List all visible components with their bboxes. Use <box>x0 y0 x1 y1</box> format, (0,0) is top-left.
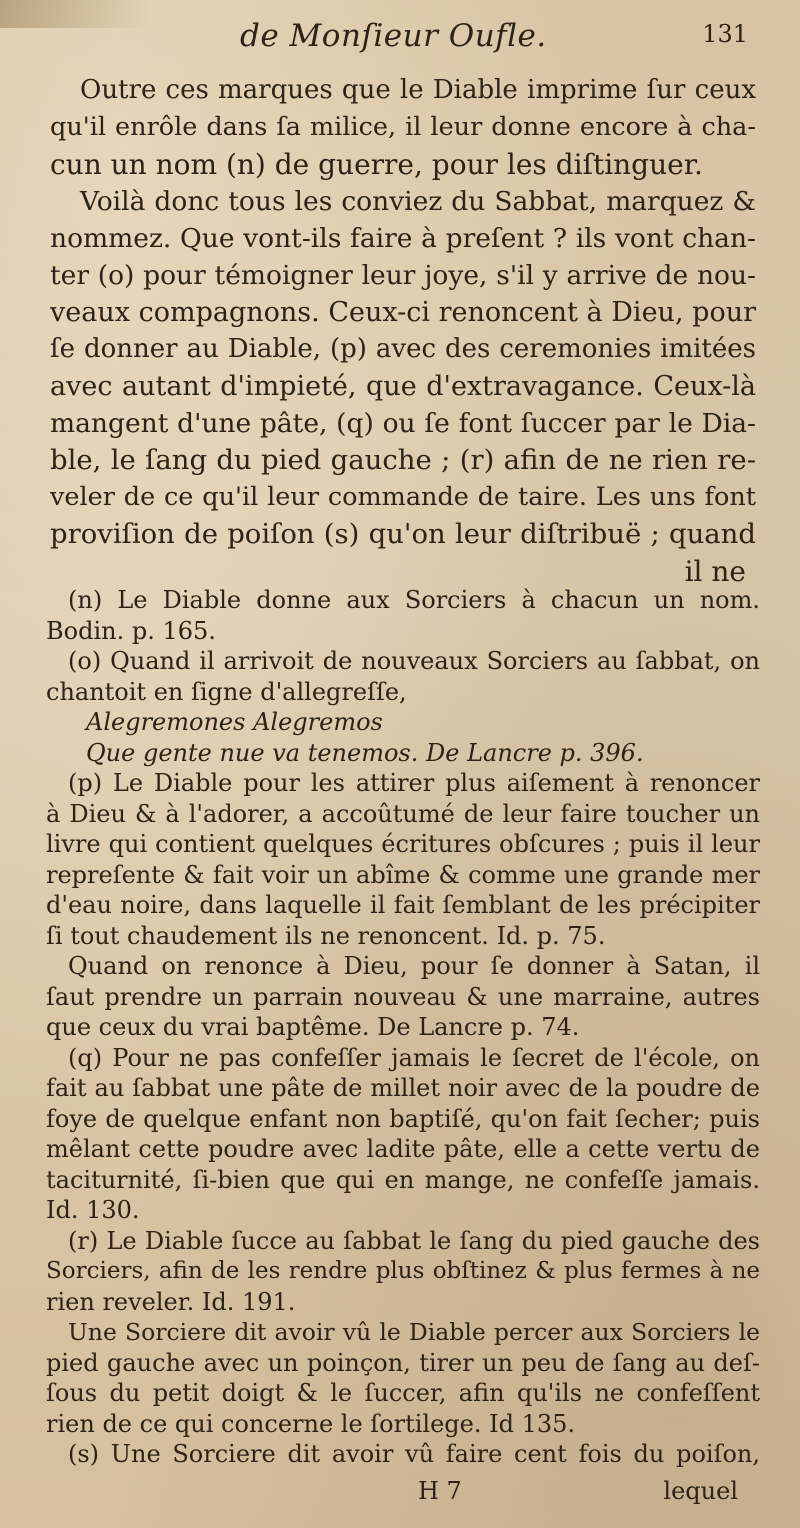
footnote-line: Quand on renonce à Dieu, pour ſe donner à Satan, il <box>68 952 760 980</box>
footnote-line: (s) Une Sorciere dit avoir vû faire cent fois du poiſon, <box>68 1440 760 1468</box>
verse-line: Que gente nue va tenemos. De Lancre p. 396. <box>86 738 644 767</box>
text-line: ſe donner au Diable, (p) avec des ceremonies imitées <box>50 334 756 364</box>
footnote-line: d'eau noire, dans laquelle il fait ſemblant de les précipiter <box>46 891 760 919</box>
footnote-line: rien de ce qui concerne le ſortilege. Id 135. <box>46 1409 576 1438</box>
footnote-line: (p) Le Diable pour les attirer plus aiſement à renoncer <box>68 769 760 797</box>
footnote-line: (n) Le Diable donne aux Sorciers à chacun un nom. <box>68 586 760 614</box>
footnote-line: chantoit en ſigne d'allegreſſe, <box>46 677 407 706</box>
catchword: il ne <box>684 555 746 588</box>
catchword: lequel <box>663 1477 738 1505</box>
page-number: 131 <box>702 20 748 48</box>
text-line: ter (o) pour témoigner leur joye, s'il y arrive de nou- <box>50 260 756 291</box>
text-line: avec autant d'impieté, que d'extravagance. Ceux-là <box>50 371 756 402</box>
footnote-line: (q) Pour ne pas confeſſer jamais le ſecret de l'école, on <box>68 1043 760 1072</box>
text-line: mangent d'une pâte, (q) ou ſe font ſuccer par le Dia- <box>50 408 756 439</box>
text-line: ble, le ſang du pied gauche ; (r) afin de ne rien re- <box>50 444 756 476</box>
footnote-line: Sorciers, afin de les rendre plus obſtinez & plus fermes à ne <box>46 1258 760 1284</box>
footnotes <box>46 585 760 1470</box>
footnote-line: ſi tout chaudement ils ne renoncent. Id. p. 75. <box>46 921 606 950</box>
footnote-line: ſaut prendre un parrain nouveau & une marraine, autres <box>46 982 760 1011</box>
footnote-line: Bodin. p. 165. <box>46 616 216 645</box>
footnote-line: fait au ſabbat une pâte de millet noir avec de la poudre de <box>46 1074 760 1102</box>
main-text <box>50 72 756 590</box>
page-footer <box>0 1477 800 1511</box>
page-header <box>0 18 800 58</box>
running-title: de Monſieur Oufle. <box>240 18 547 54</box>
text-line: proviſion de poiſon (s) qu'on leur diſtribuë ; quand <box>50 518 756 550</box>
footnote-line: à Dieu & à l'adorer, a accoûtumé de leur faire toucher un <box>46 799 760 828</box>
footnote-line: repreſente & fait voir un abîme & comme une grande mer <box>46 860 760 889</box>
verse-line: Alegremones Alegremos <box>86 708 383 736</box>
footnote-line: taciturnité, ſi-bien que qui en mange, ne confeſſe jamais. <box>46 1165 760 1194</box>
text-line: qu'il enrôle dans ſa milice, il leur donne encore à cha- <box>50 112 756 142</box>
footnote-line: pied gauche avec un poinçon, tirer un peu de ſang au deſ- <box>46 1348 760 1377</box>
footnote-line: (o) Quand il arrivoit de nouveaux Sorciers au ſabbat, on <box>68 647 760 675</box>
footnote-line: mêlant cette poudre avec ladite pâte, elle a cette vertu de <box>46 1135 760 1163</box>
text-line: Voilà donc tous les conviez du Sabbat, marquez & <box>80 186 756 217</box>
text-line: nommez. Que vont-ils faire à preſent ? ils vont chan- <box>50 223 756 254</box>
footnote-line: Id. 130. <box>46 1196 140 1224</box>
signature-mark: H 7 <box>418 1477 462 1505</box>
footnote-line: livre qui contient quelques écritures obſcures ; puis il leur <box>46 830 760 858</box>
text-line: cun un nom (n) de guerre, pour les diſtinguer. <box>50 148 703 181</box>
footnote-line: (r) Le Diable ſucce au ſabbat le ſang du pied gauche des <box>68 1226 760 1255</box>
footnote-line: Une Sorciere dit avoir vû le Diable percer aux Sorciers le <box>68 1318 760 1346</box>
text-line: veler de ce qu'il leur commande de taire. Les uns font <box>50 482 756 512</box>
footnote-line: rien reveler. Id. 191. <box>46 1287 296 1316</box>
text-line: veaux compagnons. Ceux-ci renoncent à Dieu, pour <box>50 297 756 328</box>
footnote-line: que ceux du vrai baptême. De Lancre p. 74. <box>46 1013 580 1041</box>
footnote-line: ſous du petit doigt & le ſuccer, afin qu'ils ne confeſſent <box>46 1379 760 1407</box>
footnote-line: foye de quelque enfant non baptiſé, qu'on fait ſecher; puis <box>46 1104 760 1133</box>
text-line: Outre ces marques que le Diable imprime ſur ceux <box>80 75 756 105</box>
